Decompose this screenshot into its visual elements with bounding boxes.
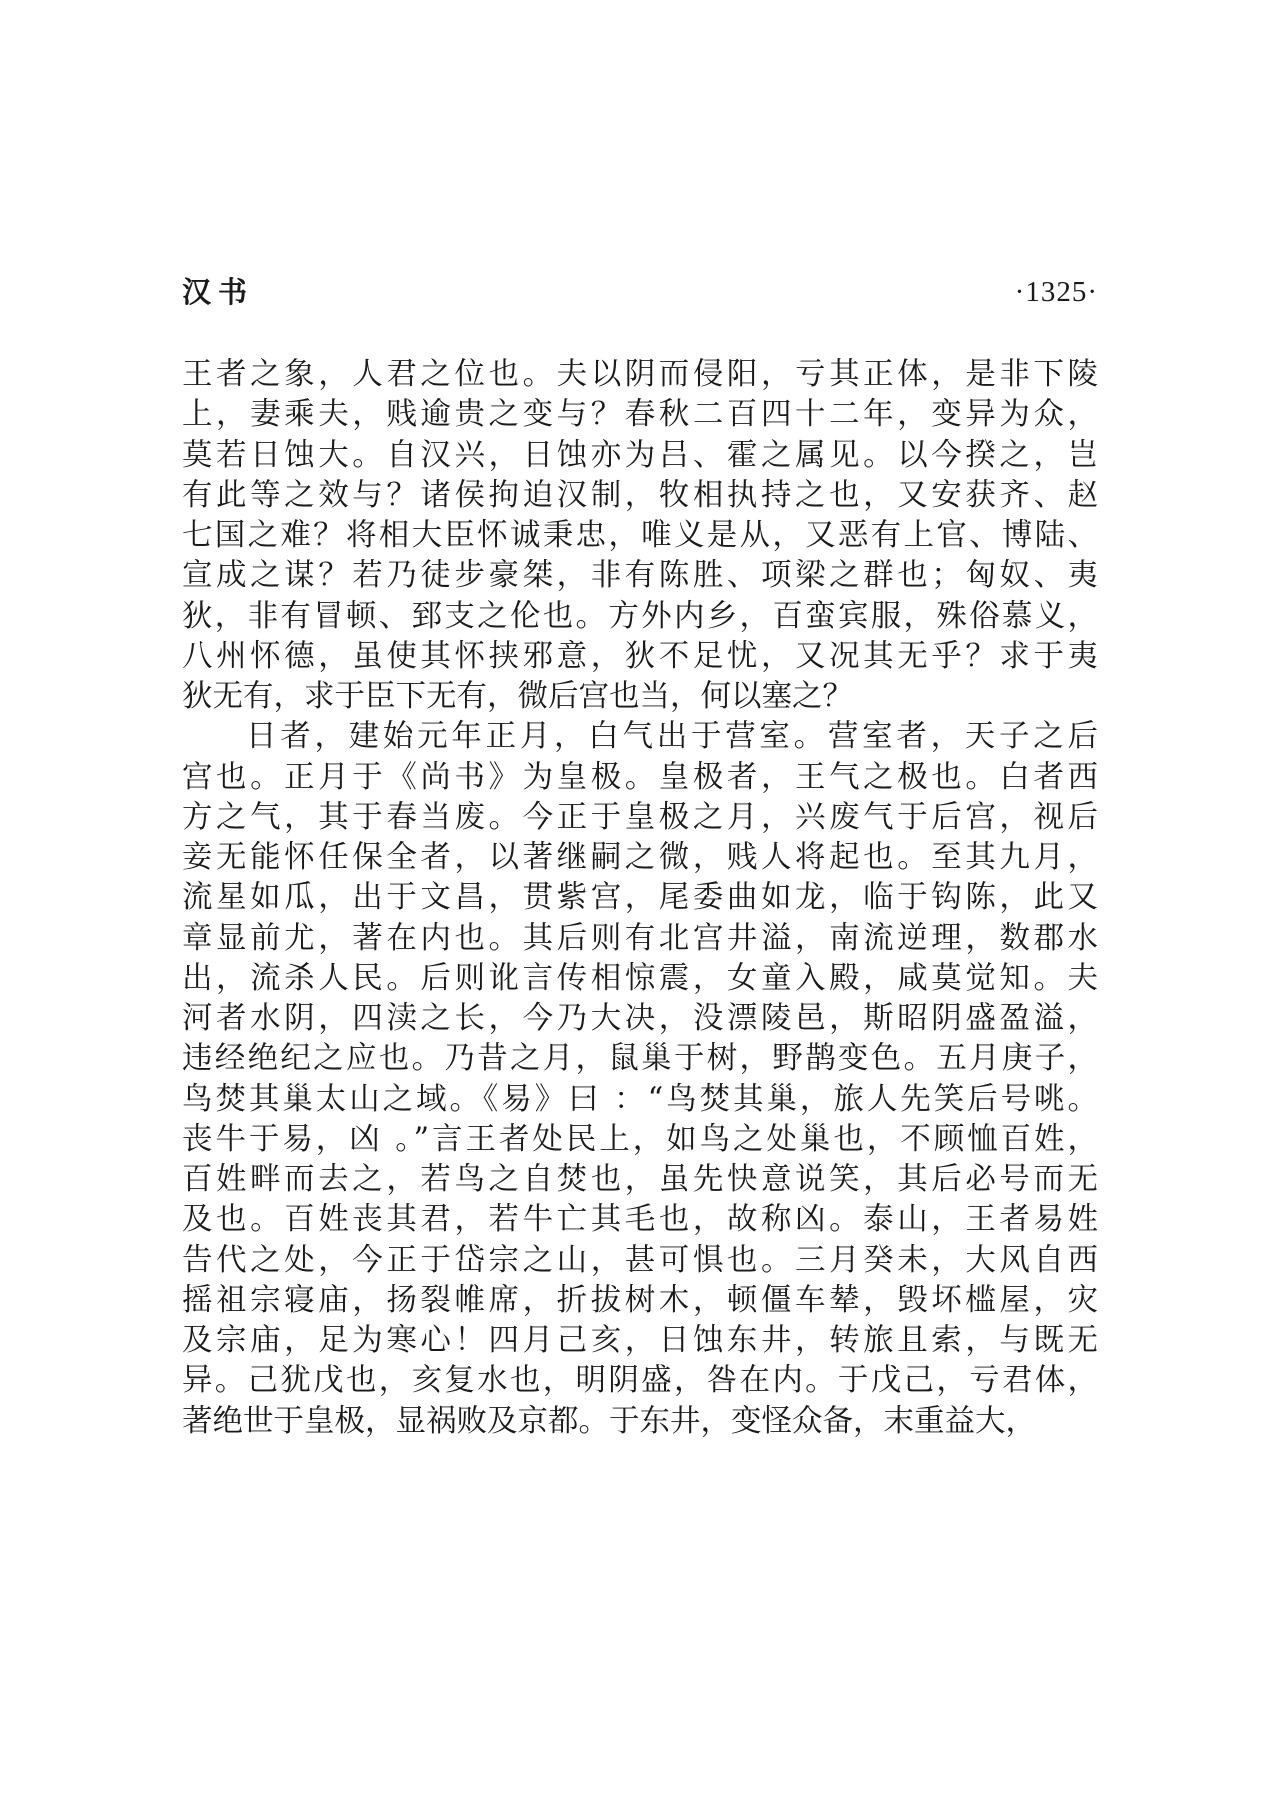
text-line: 方之气，其于春当废。今正于皇极之月，兴废气于后宫，视后 bbox=[182, 799, 1098, 835]
text-line: 莫若日蚀大。自汉兴，日蚀亦为吕、霍之属见。以今揆之，岂 bbox=[182, 437, 1098, 473]
text-line: 著绝世于皇极，显祸败及京都。于东井，变怪众备，末重益大， bbox=[182, 1403, 1036, 1439]
text-line: 章显前尤，著在内也。其后则有北宫井溢，南流逆理，数郡水 bbox=[182, 920, 1098, 956]
text-line: 百姓畔而去之，若鸟之自焚也，虽先快意说笑，其后必号而无 bbox=[182, 1162, 1098, 1197]
page-number: ·1325· bbox=[1014, 276, 1098, 308]
text-line: 日者，建始元年正月，白气出于营室。营室者，天子之后 bbox=[246, 719, 1098, 755]
text-line: 妾无能怀任保全者，以著继嗣之微，贱人将起也。至其九月， bbox=[182, 840, 1098, 875]
paragraph bbox=[182, 355, 1098, 717]
text-line: 狄，非有冒顿、郅支之伦也。方外内乡，百蛮宾服，殊俗慕义， bbox=[182, 598, 1098, 634]
running-header bbox=[182, 268, 1098, 316]
text-line: 七国之难？将相大臣怀诚秉忠，唯义是从，又恶有上官、博陆、 bbox=[182, 518, 1098, 553]
book-title: 汉书 bbox=[182, 275, 255, 309]
text-line: 狄无有，求于臣下无有，微后宫也当，何以塞之？ bbox=[182, 679, 853, 714]
text-line: 告代之处，今正于岱宗之山，甚可惧也。三月癸未，大风自西 bbox=[182, 1242, 1098, 1278]
text-line: 出，流杀人民。后则讹言传相惊震，女童入殿，咸莫觉知。夫 bbox=[182, 960, 1098, 996]
text-line: 违经绝纪之应也。乃昔之月，鼠巢于树，野鹊变色。五月庚子， bbox=[182, 1041, 1098, 1077]
text-line: 宣成之谋？若乃徒步豪桀，非有陈胜、项梁之群也；匈奴、夷 bbox=[182, 558, 1098, 594]
text-line: 异。己犹戊也，亥复水也，明阴盛，咎在内。于戊己，亏君体， bbox=[182, 1363, 1098, 1399]
text-line: 宫也。正月于《尚书》为皇极。皇极者，王气之极也。白者西 bbox=[182, 759, 1098, 795]
text-line: 及宗庙，足为寒心！四月己亥，日蚀东井，转旅且索，与既无 bbox=[182, 1323, 1098, 1358]
text-line: 及也。百姓丧其君，若牛亡其毛也，故称凶。泰山，王者易姓 bbox=[182, 1202, 1098, 1238]
body-text bbox=[182, 355, 1098, 1442]
text-line: 鸟焚其巢太山之域。《易》曰 ：“鸟焚其巢，旅人先笑后号咷。 bbox=[182, 1081, 1098, 1117]
text-line: 河者水阴，四渎之长，今乃大决，没漂陵邑，斯昭阴盛盈溢， bbox=[182, 1001, 1098, 1036]
paragraph bbox=[182, 717, 1098, 1442]
text-line: 八州怀德，虽使其怀挟邪意，狄不足忧，又况其无乎？求于夷 bbox=[182, 638, 1098, 674]
text-line: 流星如瓜，出于文昌，贯紫宫，尾委曲如龙，临于钩陈，此又 bbox=[182, 880, 1098, 916]
text-line: 有此等之效与？诸侯拘迫汉制，牧相执持之也，又安获齐、赵 bbox=[182, 477, 1098, 513]
text-line: 丧牛于易，凶 。”言王者处民上，如鸟之处巢也，不顾恤百姓， bbox=[182, 1121, 1098, 1157]
text-line: 上，妻乘夫，贱逾贵之变与？春秋二百四十二年，变异为众， bbox=[182, 397, 1098, 433]
text-line: 摇祖宗寝庙，扬裂帷席，折拔树木，顿僵车辇，毁坏槛屋，灾 bbox=[182, 1282, 1098, 1318]
text-line: 王者之象，人君之位也。夫以阴而侵阳，亏其正体，是非下陵 bbox=[182, 357, 1098, 392]
